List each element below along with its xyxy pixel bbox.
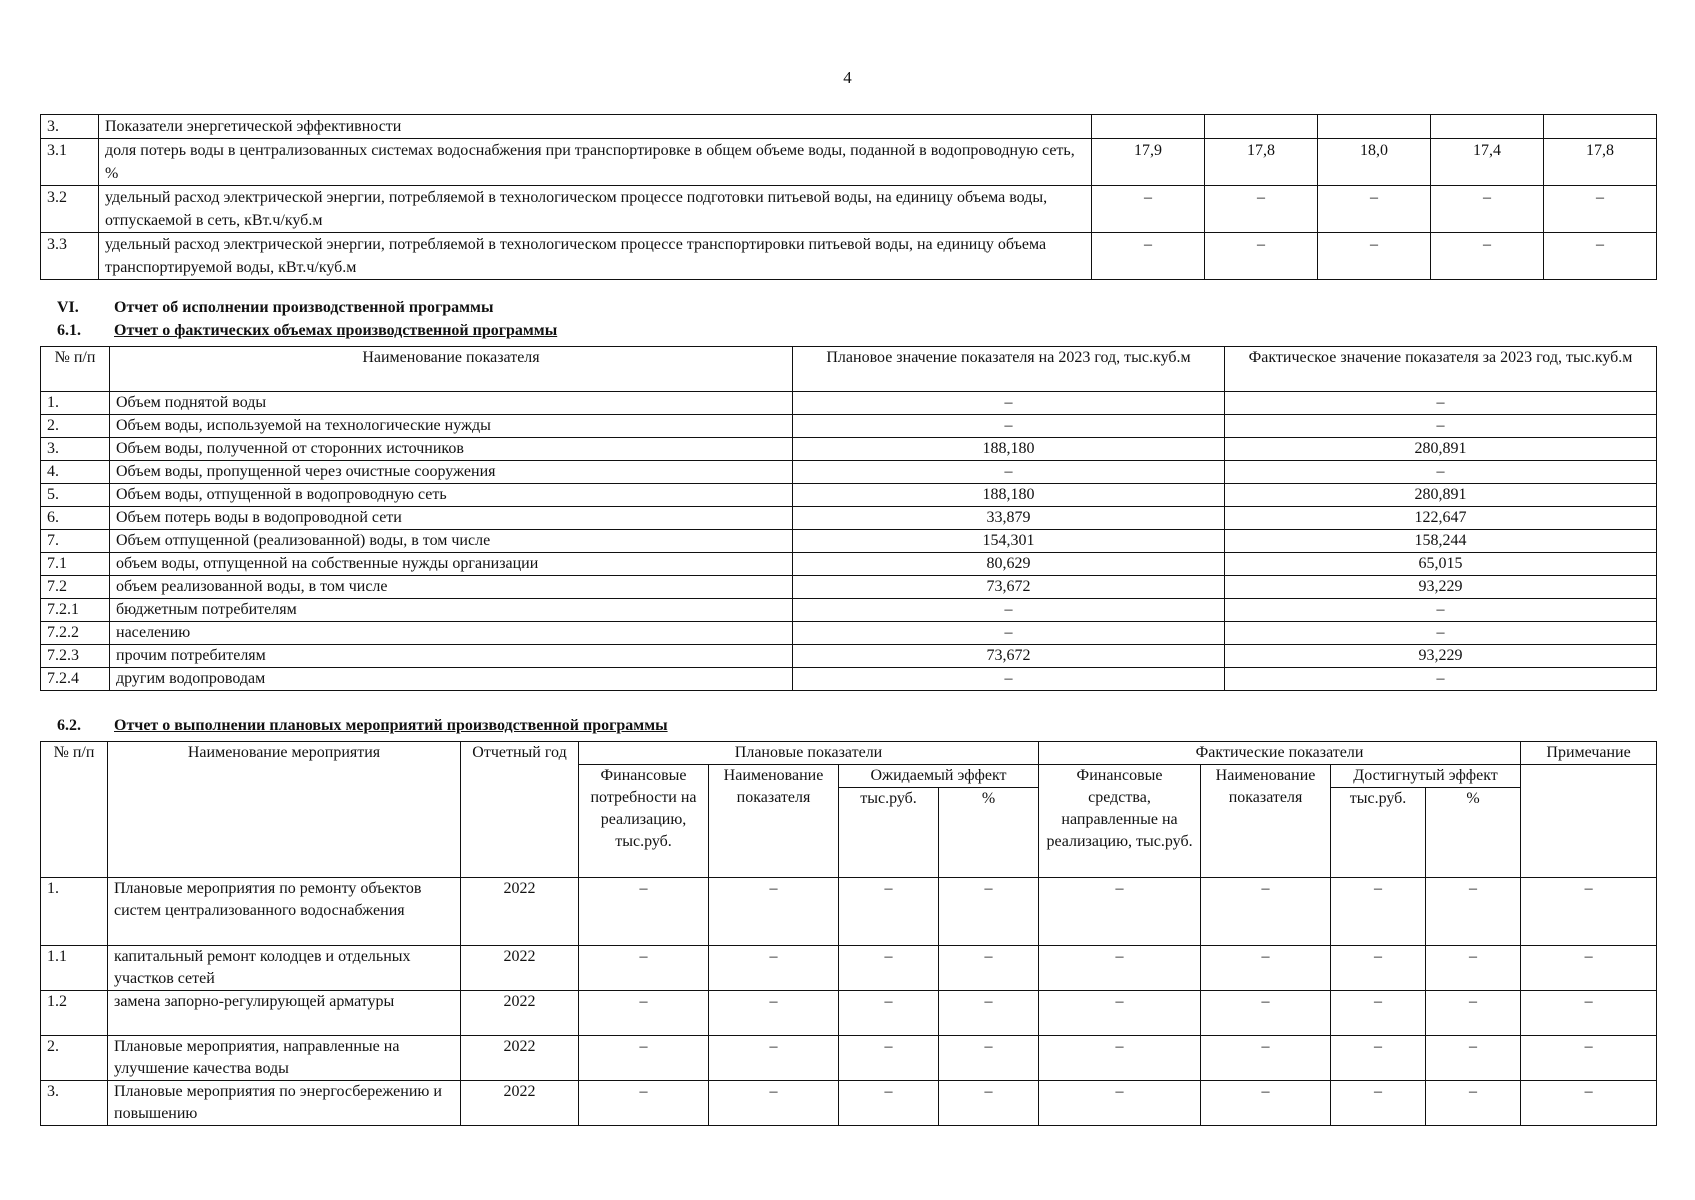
note-value: – xyxy=(1521,1081,1657,1126)
fact-indicator-value: – xyxy=(1201,878,1331,946)
fact-value: 280,891 xyxy=(1225,438,1657,461)
col-header-actual: Фактические показатели xyxy=(1039,742,1521,765)
indicator-value: 18,0 xyxy=(1318,139,1431,186)
indicator-value xyxy=(1544,115,1657,139)
row-number: 3. xyxy=(41,115,99,139)
row-number: 3.1 xyxy=(41,139,99,186)
section-6-1-number: 6.1. xyxy=(57,322,81,339)
indicator-name: Показатели энергетической эффективности xyxy=(99,115,1092,139)
measure-name: капитальный ремонт колодцев и отдельных участков сетей xyxy=(108,946,461,991)
indicator-value: – xyxy=(1431,186,1544,233)
production-volumes-table xyxy=(40,346,1657,691)
plan-value: 188,180 xyxy=(793,484,1225,507)
achieved-rub-value: – xyxy=(1331,946,1426,991)
indicator-name: доля потерь воды в централизованных системах водоснабжения при транспортировке в общем объеме воды, поданной в водопроводную сеть, % xyxy=(99,139,1092,186)
indicator-name: Объем воды, отпущенной в водопроводную сеть xyxy=(110,484,793,507)
plan-value: 80,629 xyxy=(793,553,1225,576)
col-header-measure: Наименование мероприятия xyxy=(108,742,461,878)
row-number: 1. xyxy=(41,392,110,415)
indicator-name: населению xyxy=(110,622,793,645)
fact-indicator-value: – xyxy=(1201,1081,1331,1126)
table-row xyxy=(41,878,1657,946)
fact-finance-value: – xyxy=(1039,878,1201,946)
indicator-name: Объем поднятой воды xyxy=(110,392,793,415)
plan-value: – xyxy=(793,622,1225,645)
table-row xyxy=(41,991,1657,1036)
achieved-pct-value: – xyxy=(1426,878,1521,946)
table-row xyxy=(41,599,1657,622)
indicator-name: Объем потерь воды в водопроводной сети xyxy=(110,507,793,530)
expected-pct-value: – xyxy=(939,1036,1039,1081)
plan-finance-value: – xyxy=(579,946,709,991)
fact-value: 93,229 xyxy=(1225,576,1657,599)
plan-finance-value: – xyxy=(579,878,709,946)
indicator-name: другим водопроводам xyxy=(110,668,793,691)
plan-indicator-value: – xyxy=(709,991,839,1036)
indicator-name: Объем отпущенной (реализованной) воды, в том числе xyxy=(110,530,793,553)
indicator-value: 17,4 xyxy=(1431,139,1544,186)
col-header-expected-rub: тыс.руб. xyxy=(839,788,939,878)
table-row xyxy=(41,946,1657,991)
col-header-plan: Плановое значение показателя на 2023 год, тыс.куб.м xyxy=(793,347,1225,392)
table-row xyxy=(41,507,1657,530)
indicator-value: – xyxy=(1318,233,1431,280)
achieved-pct-value: – xyxy=(1426,991,1521,1036)
indicator-value: – xyxy=(1431,233,1544,280)
row-number: 1.2 xyxy=(41,991,108,1036)
col-header-fact: Фактическое значение показателя за 2023 год, тыс.куб.м xyxy=(1225,347,1657,392)
fact-value: – xyxy=(1225,622,1657,645)
fact-value: 93,229 xyxy=(1225,645,1657,668)
plan-value: – xyxy=(793,599,1225,622)
table-row xyxy=(41,139,1657,186)
measures-header-row-1 xyxy=(41,742,1657,765)
table-row xyxy=(41,438,1657,461)
indicator-name: Объем воды, полученной от сторонних источников xyxy=(110,438,793,461)
table-row xyxy=(41,233,1657,280)
row-number: 7.1 xyxy=(41,553,110,576)
indicator-value: 17,8 xyxy=(1544,139,1657,186)
indicator-value: – xyxy=(1205,233,1318,280)
row-number: 3.3 xyxy=(41,233,99,280)
row-number: 6. xyxy=(41,507,110,530)
col-header-achieved-pct: % xyxy=(1426,788,1521,878)
fact-value: – xyxy=(1225,461,1657,484)
note-value: – xyxy=(1521,946,1657,991)
indicator-name: объем реализованной воды, в том числе xyxy=(110,576,793,599)
indicator-name: объем воды, отпущенной на собственные нужды организации xyxy=(110,553,793,576)
col-header-plan-finance: Финансовые потребности на реализацию, тыс.руб. xyxy=(579,765,709,878)
report-year: 2022 xyxy=(461,1081,579,1126)
table-row xyxy=(41,186,1657,233)
plan-indicator-value: – xyxy=(709,1081,839,1126)
fact-finance-value: – xyxy=(1039,1081,1201,1126)
indicator-name: удельный расход электрической энергии, потребляемой в технологическом процессе подготовки питьевой воды, на единицу объема воды, отпускаемой в сеть, кВт.ч/куб.м xyxy=(99,186,1092,233)
fact-value: – xyxy=(1225,599,1657,622)
plan-value: 154,301 xyxy=(793,530,1225,553)
row-number: 7.2 xyxy=(41,576,110,599)
indicator-name: Объем воды, используемой на технологические нужды xyxy=(110,415,793,438)
achieved-rub-value: – xyxy=(1331,1081,1426,1126)
table-row xyxy=(41,1036,1657,1081)
table-row xyxy=(41,461,1657,484)
fact-value: – xyxy=(1225,668,1657,691)
section-6-1-title: Отчет о фактических объемах производственной программы xyxy=(114,322,558,339)
plan-indicator-value: – xyxy=(709,946,839,991)
plan-finance-value: – xyxy=(579,1081,709,1126)
indicator-value xyxy=(1318,115,1431,139)
table-row xyxy=(41,576,1657,599)
indicator-name: бюджетным потребителям xyxy=(110,599,793,622)
table-row xyxy=(41,1081,1657,1126)
table-row xyxy=(41,392,1657,415)
section-6-1-heading xyxy=(57,322,557,340)
expected-pct-value: – xyxy=(939,991,1039,1036)
table-row xyxy=(41,553,1657,576)
row-number: 7.2.3 xyxy=(41,645,110,668)
plan-value: 33,879 xyxy=(793,507,1225,530)
fact-value: 158,244 xyxy=(1225,530,1657,553)
plan-indicator-value: – xyxy=(709,878,839,946)
expected-rub-value: – xyxy=(839,1036,939,1081)
fact-value: – xyxy=(1225,415,1657,438)
fact-value: 122,647 xyxy=(1225,507,1657,530)
table-row xyxy=(41,645,1657,668)
plan-value: – xyxy=(793,461,1225,484)
report-year: 2022 xyxy=(461,1036,579,1081)
table-row xyxy=(41,530,1657,553)
section-6-2-number: 6.2. xyxy=(57,717,81,734)
indicator-name: удельный расход электрической энергии, потребляемой в технологическом процессе транспортировки питьевой воды, на единицу объема транспортируемой воды, кВт.ч/куб.м xyxy=(99,233,1092,280)
expected-pct-value: – xyxy=(939,878,1039,946)
col-header-num: № п/п xyxy=(41,742,108,878)
row-number: 7.2.2 xyxy=(41,622,110,645)
table-row xyxy=(41,115,1657,139)
indicator-value: – xyxy=(1205,186,1318,233)
report-year: 2022 xyxy=(461,991,579,1036)
measure-name: Плановые мероприятия по энергосбережению и повышению xyxy=(108,1081,461,1126)
fact-finance-value: – xyxy=(1039,946,1201,991)
expected-pct-value: – xyxy=(939,1081,1039,1126)
table-row xyxy=(41,484,1657,507)
row-number: 3.2 xyxy=(41,186,99,233)
note-value: – xyxy=(1521,1036,1657,1081)
energy-efficiency-table xyxy=(40,114,1657,280)
row-number: 7. xyxy=(41,530,110,553)
measure-name: замена запорно-регулирующей арматуры xyxy=(108,991,461,1036)
row-number: 2. xyxy=(41,1036,108,1081)
expected-rub-value: – xyxy=(839,991,939,1036)
plan-value: 73,672 xyxy=(793,576,1225,599)
row-number: 5. xyxy=(41,484,110,507)
plan-finance-value: – xyxy=(579,991,709,1036)
planned-measures-table xyxy=(40,741,1657,1126)
section-6-heading xyxy=(57,299,493,317)
indicator-value xyxy=(1092,115,1205,139)
fact-value: 65,015 xyxy=(1225,553,1657,576)
indicator-value: – xyxy=(1544,233,1657,280)
volumes-header-row xyxy=(41,347,1657,392)
report-year: 2022 xyxy=(461,878,579,946)
expected-pct-value: – xyxy=(939,946,1039,991)
table-row xyxy=(41,622,1657,645)
section-6-title: Отчет об исполнении производственной программы xyxy=(114,299,494,316)
row-number: 3. xyxy=(41,438,110,461)
achieved-rub-value: – xyxy=(1331,1036,1426,1081)
indicator-value: – xyxy=(1092,233,1205,280)
section-6-number: VI. xyxy=(57,299,79,316)
expected-rub-value: – xyxy=(839,946,939,991)
indicator-value: – xyxy=(1544,186,1657,233)
fact-indicator-value: – xyxy=(1201,946,1331,991)
col-header-achieved-effect: Достигнутый эффект xyxy=(1331,765,1521,788)
col-header-expected-pct: % xyxy=(939,788,1039,878)
plan-value: 73,672 xyxy=(793,645,1225,668)
col-header-num: № п/п xyxy=(41,347,110,392)
achieved-pct-value: – xyxy=(1426,946,1521,991)
row-number: 1.1 xyxy=(41,946,108,991)
row-number: 7.2.1 xyxy=(41,599,110,622)
plan-value: – xyxy=(793,415,1225,438)
plan-finance-value: – xyxy=(579,1036,709,1081)
col-header-expected-effect: Ожидаемый эффект xyxy=(839,765,1039,788)
page-number: 4 xyxy=(843,68,852,87)
expected-rub-value: – xyxy=(839,878,939,946)
table-row xyxy=(41,415,1657,438)
plan-indicator-value: – xyxy=(709,1036,839,1081)
plan-value: – xyxy=(793,668,1225,691)
row-number: 7.2.4 xyxy=(41,668,110,691)
row-number: 1. xyxy=(41,878,108,946)
fact-indicator-value: – xyxy=(1201,991,1331,1036)
row-number: 4. xyxy=(41,461,110,484)
achieved-pct-value: – xyxy=(1426,1081,1521,1126)
col-header-fact-indicator: Наименование показателя xyxy=(1201,765,1331,878)
achieved-pct-value: – xyxy=(1426,1036,1521,1081)
col-header-note: Примечание xyxy=(1521,742,1657,765)
row-number: 3. xyxy=(41,1081,108,1126)
indicator-value: 17,8 xyxy=(1205,139,1318,186)
col-header-year: Отчетный год xyxy=(461,742,579,878)
note-value: – xyxy=(1521,991,1657,1036)
fact-finance-value: – xyxy=(1039,1036,1201,1081)
fact-value: – xyxy=(1225,392,1657,415)
fact-finance-value: – xyxy=(1039,991,1201,1036)
indicator-value xyxy=(1205,115,1318,139)
indicator-name: прочим потребителям xyxy=(110,645,793,668)
fact-indicator-value: – xyxy=(1201,1036,1331,1081)
indicator-value: – xyxy=(1318,186,1431,233)
section-6-2-title: Отчет о выполнении плановых мероприятий производственной программы xyxy=(114,717,668,734)
col-header-plan-indicator: Наименование показателя xyxy=(709,765,839,878)
achieved-rub-value: – xyxy=(1331,878,1426,946)
row-number: 2. xyxy=(41,415,110,438)
table-row xyxy=(41,668,1657,691)
col-header-planned: Плановые показатели xyxy=(579,742,1039,765)
achieved-rub-value: – xyxy=(1331,991,1426,1036)
col-header-note-blank xyxy=(1521,765,1657,878)
fact-value: 280,891 xyxy=(1225,484,1657,507)
note-value: – xyxy=(1521,878,1657,946)
col-header-name: Наименование показателя xyxy=(110,347,793,392)
indicator-value: 17,9 xyxy=(1092,139,1205,186)
expected-rub-value: – xyxy=(839,1081,939,1126)
col-header-fact-finance: Финансовые средства, направленные на реализацию, тыс.руб. xyxy=(1039,765,1201,878)
report-year: 2022 xyxy=(461,946,579,991)
col-header-achieved-rub: тыс.руб. xyxy=(1331,788,1426,878)
measure-name: Плановые мероприятия, направленные на улучшение качества воды xyxy=(108,1036,461,1081)
section-6-2-heading xyxy=(57,717,668,735)
indicator-value xyxy=(1431,115,1544,139)
measure-name: Плановые мероприятия по ремонту объектов систем централизованного водоснабжения xyxy=(108,878,461,946)
plan-value: – xyxy=(793,392,1225,415)
plan-value: 188,180 xyxy=(793,438,1225,461)
indicator-name: Объем воды, пропущенной через очистные сооружения xyxy=(110,461,793,484)
indicator-value: – xyxy=(1092,186,1205,233)
